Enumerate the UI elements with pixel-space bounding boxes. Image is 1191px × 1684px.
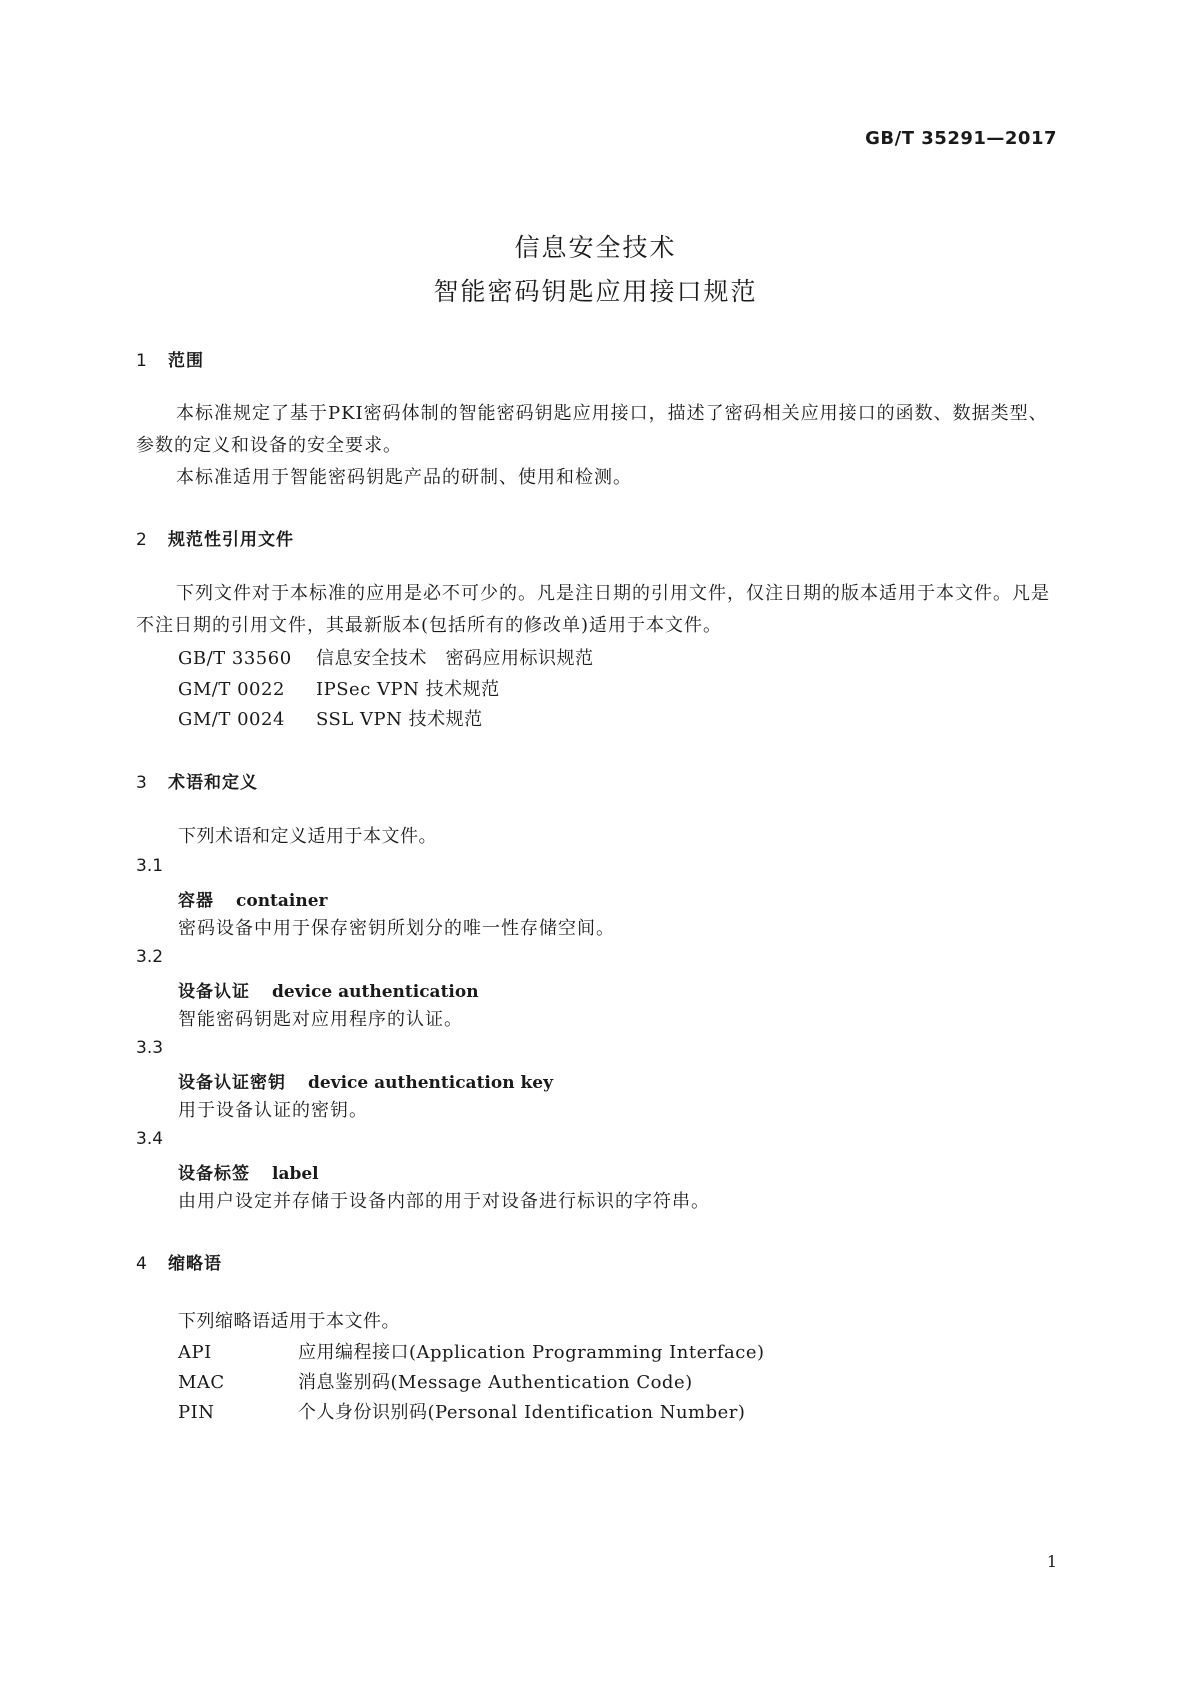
reference-item (178, 644, 594, 670)
abbreviation-item (178, 1398, 745, 1424)
abbreviation-desc: 消息鉴别码(Message Authentication Code) (298, 1372, 693, 1393)
term-title (178, 977, 479, 1002)
abbreviation-desc: 个人身份识别码(Personal Identification Number) (298, 1402, 746, 1423)
doc-title-line1: 信息安全技术 (514, 233, 677, 262)
reference-title: 信息安全技术 密码应用标识规范 (316, 648, 594, 669)
term-title (178, 886, 328, 911)
section-title: 术语和定义 (168, 773, 258, 793)
section-1-para-1: 本标准规定了基于PKI密码体制的智能密码钥匙应用接口，描述了密码相关应用接口的函数、数据类型、参数的定义和设备的安全要求。 (136, 403, 1048, 456)
section-number: 4 (136, 1254, 148, 1274)
term-en: device authentication (272, 982, 479, 1002)
reference-item (178, 705, 483, 731)
term-number: 3.3 (136, 1038, 164, 1058)
term-number: 3.2 (136, 947, 164, 967)
section-4-heading (136, 1249, 222, 1274)
reference-title: SSL VPN 技术规范 (316, 709, 483, 730)
term-zh: 设备认证密钥 (178, 1073, 286, 1093)
term-zh: 设备认证 (178, 982, 250, 1002)
section-2-para-1: 下列文件对于本标准的应用是必不可少的。凡是注日期的引用文件，仅注日期的版本适用于本文件。凡是不注日期的引用文件，其最新版本(包括所有的修改单)适用于本文件。 (136, 583, 1050, 636)
page-number: 1 (1046, 1552, 1057, 1571)
term-number: 3.4 (136, 1129, 164, 1149)
section-3-intro: 下列术语和定义适用于本文件。 (178, 826, 437, 847)
reference-code: GM/T 0024 (178, 709, 285, 730)
abbreviation-item (178, 1368, 693, 1394)
abbreviation: API (178, 1342, 212, 1363)
abbreviation-item (178, 1338, 765, 1364)
section-number: 3 (136, 773, 148, 793)
reference-code: GM/T 0022 (178, 679, 285, 700)
term-en: device authentication key (308, 1073, 553, 1093)
section-number: 1 (136, 351, 148, 371)
reference-title: IPSec VPN 技术规范 (316, 679, 500, 700)
abbreviation: PIN (178, 1402, 215, 1423)
term-definition: 智能密码钥匙对应用程序的认证。 (178, 1009, 463, 1030)
term-en: label (272, 1164, 319, 1184)
term-title (178, 1068, 553, 1093)
term-zh: 设备标签 (178, 1164, 250, 1184)
doc-title-line2: 智能密码钥匙应用接口规范 (433, 277, 758, 306)
section-3-heading (136, 768, 258, 793)
section-title: 规范性引用文件 (168, 530, 294, 550)
reference-code: GB/T 33560 (178, 648, 292, 669)
section-1-para-2: 本标准适用于智能密码钥匙产品的研制、使用和检测。 (176, 467, 632, 488)
term-definition: 由用户设定并存储于设备内部的用于对设备进行标识的字符串。 (178, 1191, 710, 1212)
section-2-heading (136, 525, 294, 550)
section-title: 范围 (168, 351, 204, 371)
term-zh: 容器 (178, 891, 214, 911)
section-1-heading (136, 346, 204, 371)
section-4-intro: 下列缩略语适用于本文件。 (178, 1311, 400, 1332)
abbreviation: MAC (178, 1372, 225, 1393)
reference-item (178, 675, 500, 701)
standard-code: GB/T 35291—2017 (865, 128, 1057, 149)
section-number: 2 (136, 530, 148, 550)
term-definition: 用于设备认证的密钥。 (178, 1100, 368, 1121)
term-title (178, 1159, 319, 1184)
section-title: 缩略语 (168, 1254, 222, 1274)
term-number: 3.1 (136, 856, 164, 876)
abbreviation-desc: 应用编程接口(Application Programming Interface) (298, 1342, 765, 1363)
term-en: container (236, 891, 328, 911)
term-definition: 密码设备中用于保存密钥所划分的唯一性存储空间。 (178, 918, 615, 939)
